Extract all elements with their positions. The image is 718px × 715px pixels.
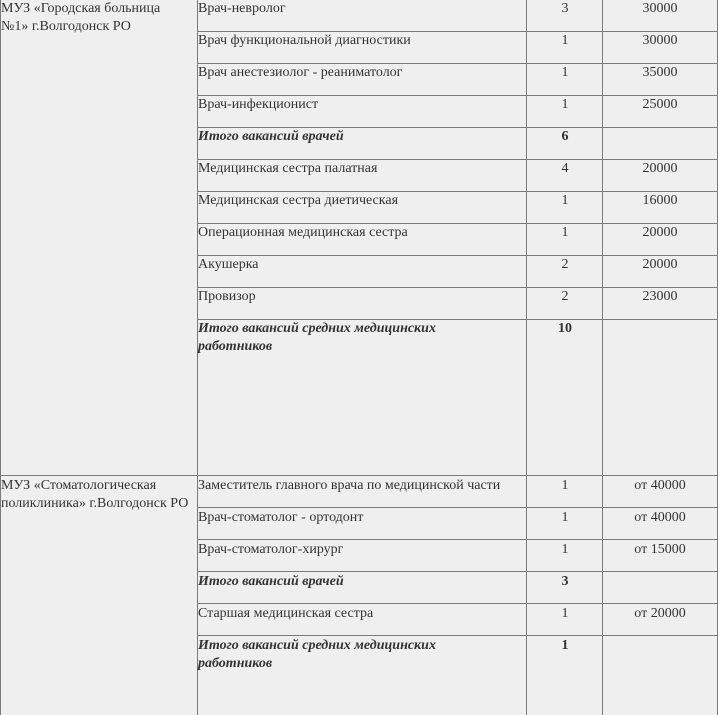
position-name: Врач-инфекционист <box>198 97 319 112</box>
vacancy-count: 2 <box>561 289 569 304</box>
vacancy-count: 3 <box>561 1 569 16</box>
vacancy-count: 1 <box>561 97 569 112</box>
position-name: Акушерка <box>198 257 259 272</box>
position-name: Медицинская сестра палатная <box>198 161 378 176</box>
vacancy-count: 1 <box>561 542 569 557</box>
salary: 30000 <box>642 33 678 48</box>
salary: 25000 <box>642 97 678 112</box>
vacancy-count: 1 <box>561 65 569 80</box>
position-name: Врач-невролог <box>198 1 286 16</box>
position-name: Врач-стоматолог - ортодонт <box>198 510 364 525</box>
organization-name: МУЗ «Стоматологическая поликлиника» г.Волгодонск РО <box>1 478 189 511</box>
position-name: Врач функциональной диагностики <box>198 33 411 48</box>
total-count: 6 <box>561 129 569 144</box>
position-name: Врач-стоматолог-хирург <box>198 542 344 557</box>
salary: 30000 <box>642 1 678 16</box>
salary: 20000 <box>642 257 678 272</box>
vacancy-count: 1 <box>561 33 569 48</box>
vacancy-count: 1 <box>561 225 569 240</box>
salary: 20000 <box>642 225 678 240</box>
position-name: Заместитель главного врача по медицинской части <box>198 478 501 493</box>
total-label: Итого вакансий средних медицинских работников <box>198 321 440 354</box>
total-count: 3 <box>561 574 569 589</box>
position-name: Старшая медицинская сестра <box>198 606 374 621</box>
salary: от 40000 <box>634 510 686 525</box>
vacancy-count: 1 <box>561 478 569 493</box>
vacancy-count: 1 <box>561 193 569 208</box>
salary: 35000 <box>642 65 678 80</box>
salary: от 20000 <box>634 606 686 621</box>
position-name: Провизор <box>198 289 256 304</box>
total-label: Итого вакансий средних медицинских работников <box>198 638 440 671</box>
total-count: 1 <box>561 638 569 653</box>
organization-name: МУЗ «Городская больница №1» г.Волгодонск РО <box>1 1 164 34</box>
salary: от 40000 <box>634 478 686 493</box>
salary: 23000 <box>642 289 678 304</box>
position-name: Врач анестезиолог - реаниматолог <box>198 65 403 80</box>
total-count: 10 <box>558 321 572 336</box>
salary: 16000 <box>642 193 678 208</box>
total-label: Итого вакансий врачей <box>198 129 344 144</box>
position-name: Операционная медицинская сестра <box>198 225 408 240</box>
vacancy-count: 2 <box>561 257 569 272</box>
vacancy-count: 1 <box>561 510 569 525</box>
total-label: Итого вакансий врачей <box>198 574 344 589</box>
vacancy-count: 4 <box>561 161 569 176</box>
vacancy-count: 1 <box>561 606 569 621</box>
position-name: Медицинская сестра диетическая <box>198 193 399 208</box>
salary: 20000 <box>642 161 678 176</box>
salary: от 15000 <box>634 542 686 557</box>
